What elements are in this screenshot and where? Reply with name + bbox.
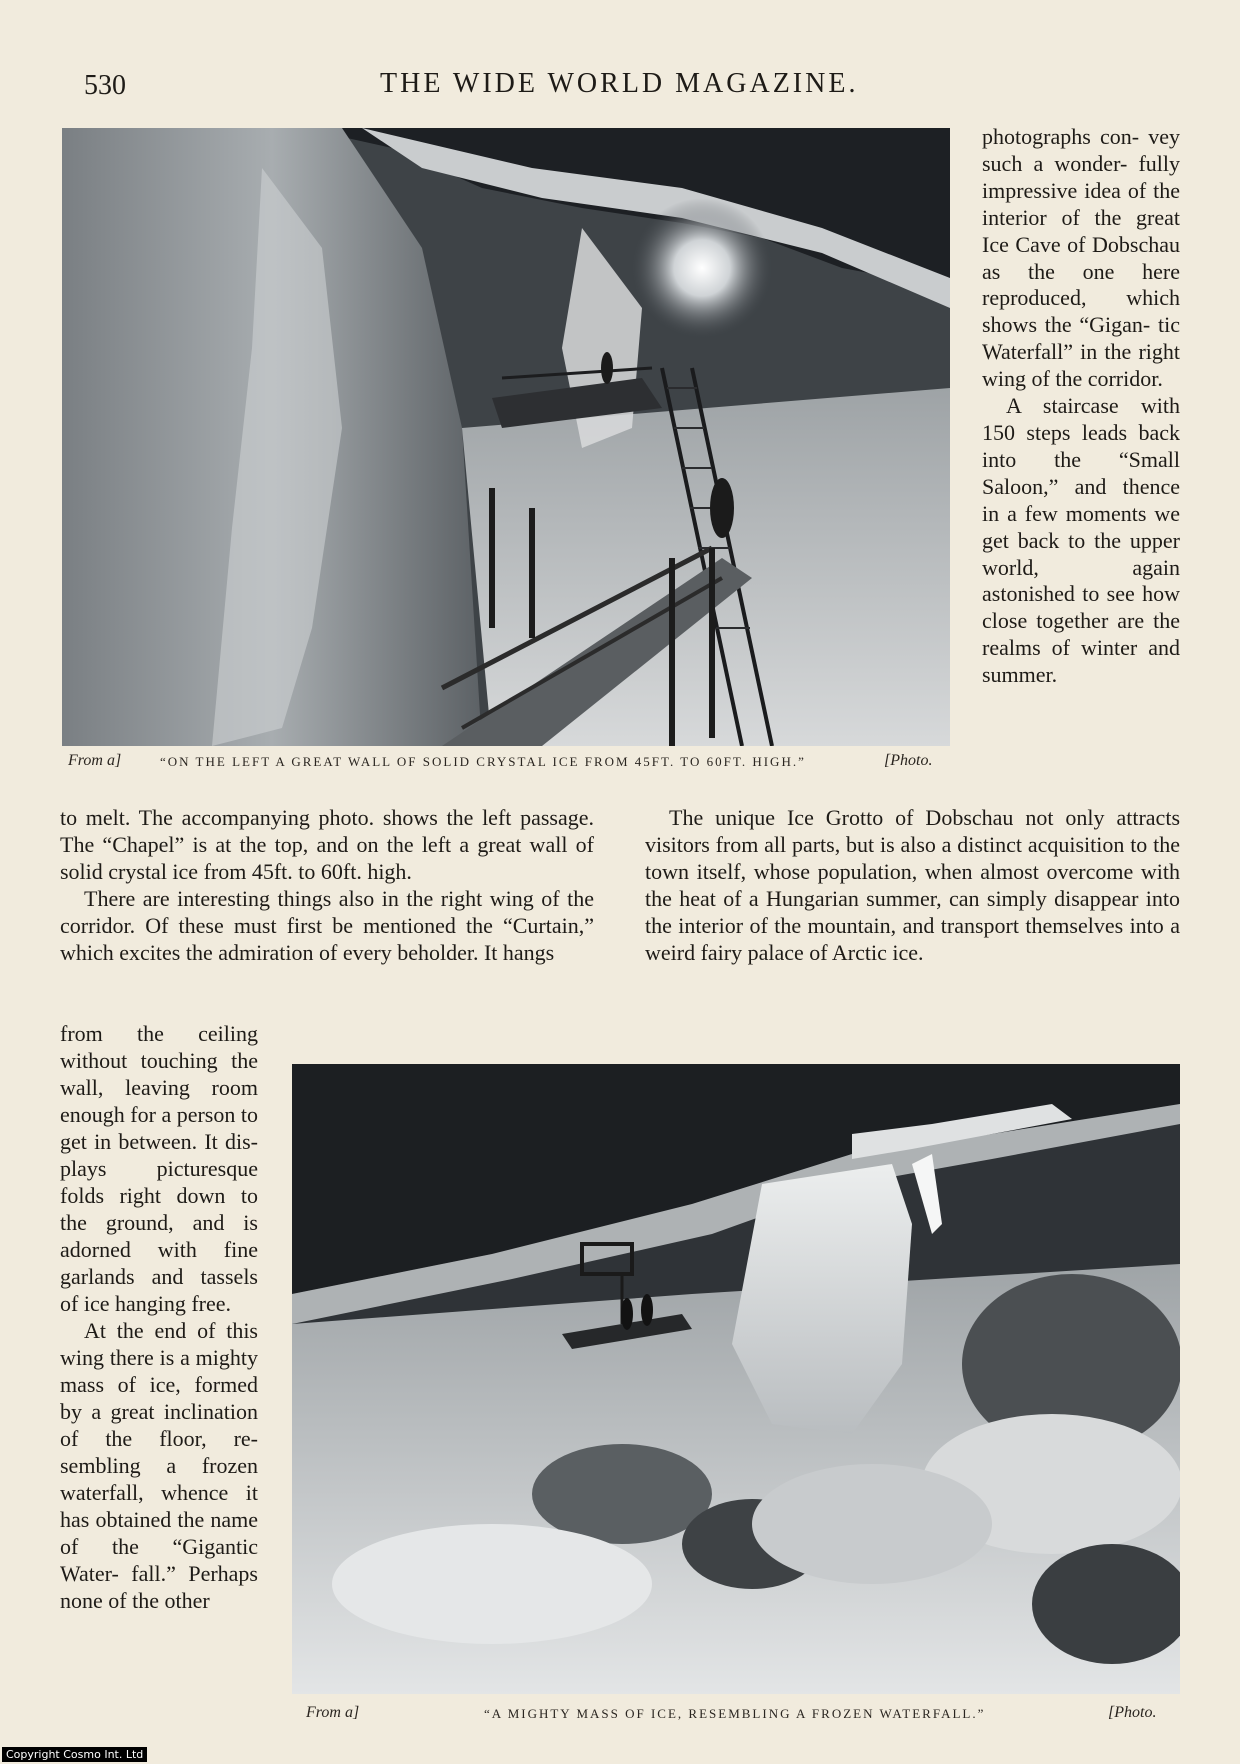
left-column-middle [60, 804, 594, 966]
left-column-narrow [60, 1020, 258, 1614]
figure-top-source-left: From a] [68, 752, 122, 769]
photo-ice-wall-staircase [62, 128, 950, 746]
figure-bottom-caption: “A MIGHTY MASS OF ICE, RESEMBLING A FROZEN WATERFALL.” [484, 1706, 986, 1721]
paragraph: At the end of this wing there is a mighty mass of ice, formed by a great inclination of the floor, re- sembling a frozen waterfall, whence it has obtained the name of the “Gigantic Water- fall.” Perhaps none of the other [60, 1318, 258, 1613]
photo-frozen-waterfall [292, 1064, 1180, 1694]
paragraph: The unique Ice Grotto of Dobschau not only attracts visitors from all parts, but is also a distinct acquisition to the town itself, whose population, when almost overcome with the heat of a Hungarian summer, can simply disappear into the interior of the mountain, and transport themselves into a weird fairy palace of Arctic ice. [645, 805, 1180, 965]
page-number: 530 [84, 70, 126, 101]
running-title: THE WIDE WORLD MAGAZINE. [380, 68, 859, 99]
ice-cave-staircase-illustration [62, 128, 950, 746]
figure-bottom-source-left: From a] [306, 1704, 360, 1721]
figure-top-caption: “ON THE LEFT A GREAT WALL OF SOLID CRYSTAL ICE FROM 45FT. TO 60FT. HIGH.” [160, 754, 806, 769]
paragraph: photographs con- vey such a wonder- fully impressive idea of the interior of the great Ice Cave of Dobschau as the one here reproduced, which shows the “Gigan- tic Waterfall” in the right wing of the corridor. [982, 124, 1180, 392]
frozen-waterfall-illustration [292, 1064, 1180, 1694]
paragraph: to melt. The accompanying photo. shows the left passage. The “Chapel” is at the top, and on the left a great wall of solid crystal ice from 45ft. to 60ft. high. [60, 805, 594, 884]
right-column-middle [645, 804, 1180, 966]
copyright-watermark: Copyright Cosmo Int. Ltd [2, 1747, 147, 1762]
right-column-top [982, 124, 1180, 689]
figure-bottom-source-right: [Photo. [1108, 1704, 1157, 1721]
paragraph: from the ceiling without touching the wall, leaving room enough for a person to get in between. It dis- plays picturesque folds right down to the ground, and is adorned with fine garlands and tassels of ice hanging free. [60, 1021, 258, 1316]
paragraph: There are interesting things also in the right wing of the corridor. Of these must first be mentioned the “Curtain,” which excites the admiration of every beholder. It hangs [60, 886, 594, 965]
paragraph: A staircase with 150 steps leads back into the “Small Saloon,” and thence in a few moments we get back to the upper world, again astonished to see how close together are the realms of winter and summer. [982, 393, 1180, 688]
figure-top-source-right: [Photo. [884, 752, 933, 769]
